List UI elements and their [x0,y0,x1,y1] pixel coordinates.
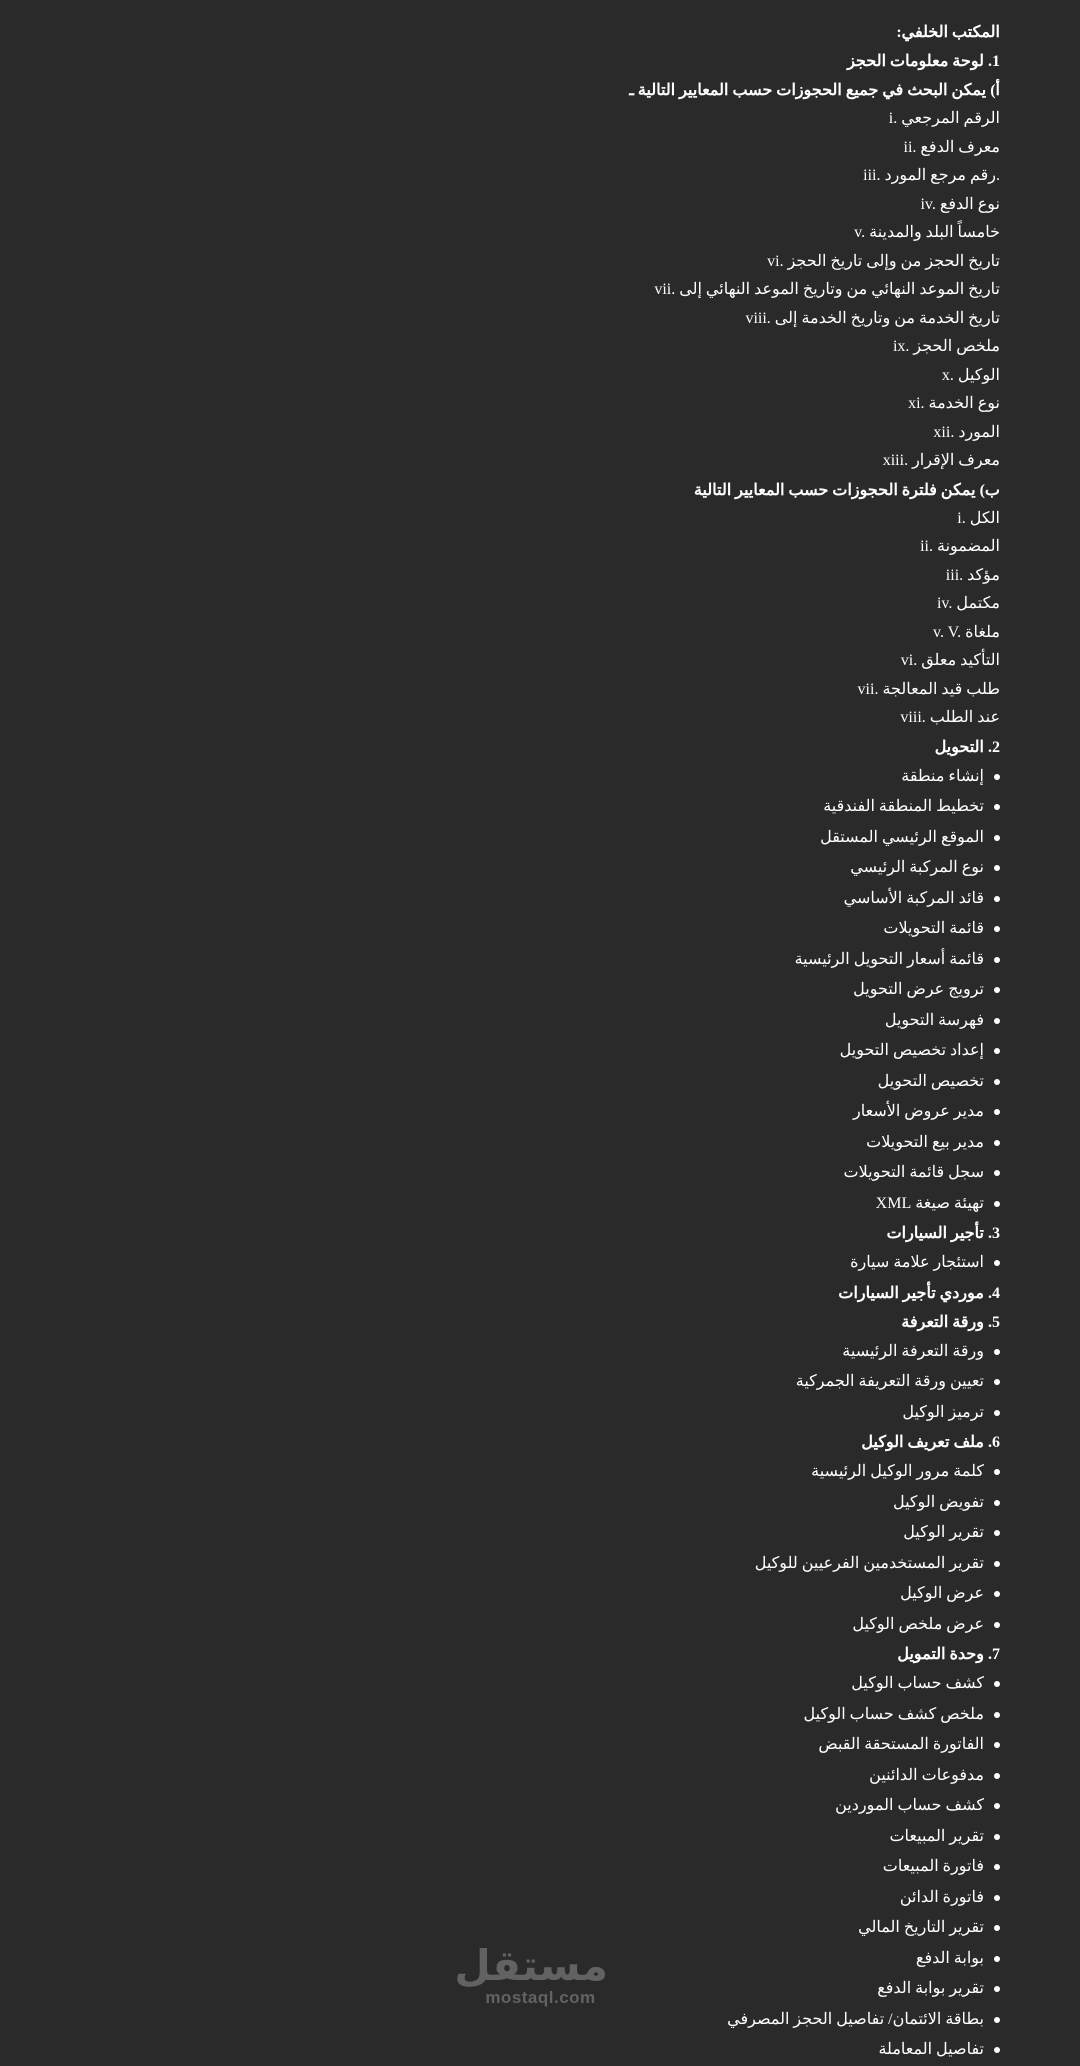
section-heading: 1. لوحة معلومات الحجز [847,53,1000,70]
roman-list-item: viii. عند الطلب [900,709,1000,726]
roman-list-item: viii. تاريخ الخدمة من وتاريخ الخدمة إلى [745,309,1000,327]
bullet-dot-icon [994,1079,1000,1085]
bullet-list-item [100,1610,1000,1641]
bullet-list-item [100,1067,1000,1098]
bullet-list-item [100,2035,1000,2066]
bullet-list-item [100,1398,1000,1429]
bullet-list-item-label: كشف حساب الموردين [835,1797,984,1814]
bullet-dot-icon [994,1530,1000,1536]
roman-list-item: i. الرقم المرجعي [888,110,1000,127]
section-heading: أ) يمكن البحث في جميع الحجوزات حسب المعايير التالية ـ [629,82,1000,99]
roman-list-item: iii. رقم مرجع المورد. [863,167,1000,184]
bullet-list-item-label: مدير بيع التحويلات [866,1133,984,1151]
bullet-list-item-label: الموقع الرئيسي المستقل [820,828,984,846]
bullet-list-item-label: تقرير المبيعات [889,1827,984,1845]
bullet-dot-icon [994,1109,1000,1115]
bullet-list-item [100,1822,1000,1853]
roman-list-item: i. الكل [957,509,1000,527]
bullet-list-item [100,1549,1000,1580]
bullet-dot-icon [994,1986,1000,1992]
bullet-dot-icon [994,1622,1000,1628]
bullet-list-item-label: قائمة التحويلات [883,920,984,937]
bullet-list-item [100,762,1000,793]
bullet-list-item-label: ترميز الوكيل [902,1403,984,1421]
section-heading: 6. ملف تعريف الوكيل [861,1434,1000,1451]
bullet-list-item-label: ورقة التعرفة الرئيسية [842,1342,984,1360]
watermark-logo: مستقل [454,1941,608,1990]
bullet-dot-icon [994,1712,1000,1718]
bullet-list-item [100,1488,1000,1519]
section-heading: 7. وحدة التمويل [897,1646,1000,1663]
bullet-list-item [100,1761,1000,1792]
bullet-dot-icon [994,957,1000,963]
bullet-list-item [100,2005,1000,2036]
document-body [100,18,1000,2066]
roman-list-item: ii. معرف الدفع [903,138,1000,156]
bullet-dot-icon [994,1742,1000,1748]
roman-list-item: x. الوكيل [941,366,1000,384]
bullet-list-item-label: إعداد تخصيص التحويل [839,1042,984,1059]
bullet-list-item-label: بوابة الدفع [915,1949,984,1967]
roman-list-item: vi. التأكيد معلق [900,652,1000,669]
roman-list-item: xiii. معرف الإقرار [882,452,1000,469]
bullet-list-item-label: نوع المركبة الرئيسي [850,859,984,876]
bullet-dot-icon [994,2017,1000,2023]
bullet-list-item-label: قائد المركبة الأساسي [843,889,984,907]
bullet-list-item-label: ملخص كشف حساب الوكيل [803,1705,984,1723]
bullet-list-item [100,914,1000,945]
bullet-list-item [100,884,1000,915]
bullet-dot-icon [994,865,1000,871]
bullet-dot-icon [994,1379,1000,1385]
bullet-dot-icon [994,1469,1000,1475]
bullet-list-item-label: سجل قائمة التحويلات [843,1164,984,1181]
roman-list-item: iv. نوع الدفع [920,195,1000,213]
bullet-dot-icon [994,1561,1000,1567]
bullet-list-item [100,1730,1000,1761]
bullet-dot-icon [994,1591,1000,1597]
bullet-dot-icon [994,1803,1000,1809]
bullet-dot-icon [994,2047,1000,2053]
bullet-list-item-label: عرض ملخص الوكيل [852,1615,984,1633]
section-heading: 4. موردي تأجير السيارات [838,1284,1000,1302]
bullet-list-item [100,1097,1000,1128]
bullet-list-item [100,1700,1000,1731]
section-heading: 5. ورقة التعرفة [901,1313,1000,1331]
bullet-list-item [100,1337,1000,1368]
bullet-list-item-label: تقرير المستخدمين الفرعيين للوكيل [754,1554,984,1572]
section-heading: المكتب الخلفي: [896,24,1000,41]
bullet-dot-icon [994,774,1000,780]
bullet-list-item-label: مدير عروض الأسعار [853,1103,984,1120]
bullet-list-item [100,1006,1000,1037]
bullet-list-item-label: فاتورة الدائن [899,1888,984,1906]
bullet-list-item [100,975,1000,1006]
bullet-list-item-label: تهيئة صيغة XML [875,1194,984,1212]
roman-list-item: iii. مؤكد [945,566,1000,584]
bullet-dot-icon [994,1773,1000,1779]
bullet-dot-icon [994,1864,1000,1870]
bullet-list-item-label: استئجار علامة سيارة [850,1254,984,1271]
bullet-list-item [100,1852,1000,1883]
bullet-list-item-label: فاتورة المبيعات [882,1858,984,1875]
bullet-dot-icon [994,1201,1000,1207]
bullet-list-item-label: تقرير بوابة الدفع [877,1980,984,1997]
bullet-list-item-label: مدفوعات الدائنين [869,1766,984,1784]
bullet-dot-icon [994,1500,1000,1506]
bullet-list-item [100,1457,1000,1488]
section-heading: 2. التحويل [934,738,1000,756]
roman-list-item: vii. طلب قيد المعالجة [857,680,1000,698]
bullet-list-item [100,1189,1000,1220]
bullet-list-item-label: كلمة مرور الوكيل الرئيسية [811,1463,984,1480]
bullet-list-item [100,1579,1000,1610]
bullet-dot-icon [994,926,1000,932]
bullet-dot-icon [994,1260,1000,1266]
bullet-list-item [100,792,1000,823]
bullet-list-item-label: تعيين ورقة التعريفة الجمركية [795,1373,984,1390]
bullet-list-item [100,1158,1000,1189]
section-heading: ب) يمكن فلترة الحجوزات حسب المعايير التالية [693,481,1000,499]
bullet-list-item-label: تخطيط المنطقة الفندقية [823,798,984,815]
bullet-list-item-label: كشف حساب الوكيل [851,1675,984,1692]
bullet-dot-icon [994,1834,1000,1840]
bullet-dot-icon [994,1018,1000,1024]
bullet-dot-icon [994,835,1000,841]
bullet-list-item [100,823,1000,854]
bullet-dot-icon [994,1349,1000,1355]
bullet-dot-icon [994,987,1000,993]
bullet-dot-icon [994,1140,1000,1146]
bullet-list-item-label: قائمة أسعار التحويل الرئيسية [794,950,984,968]
bullet-dot-icon [994,1925,1000,1931]
bullet-list-item-label: إنشاء منطقة [901,767,984,785]
bullet-list-item [100,853,1000,884]
roman-list-item: v. خامساً البلد والمدينة [854,224,1000,241]
bullet-list-item-label: تفاصيل المعاملة [878,2041,984,2058]
roman-list-item: v. V. ملغاة [932,623,1000,641]
bullet-list-item [100,945,1000,976]
bullet-list-item [100,1248,1000,1279]
roman-list-item: vii. تاريخ الموعد النهائي من وتاريخ الموعد النهائي إلى [654,281,1000,298]
bullet-list-item-label: تقرير التاريخ المالي [858,1919,984,1936]
bullet-list-item [100,1128,1000,1159]
watermark-url: mostaql.com [485,1988,596,2007]
section-heading: 3. تأجير السيارات [886,1225,1000,1242]
bullet-list-item [100,1518,1000,1549]
bullet-list-item-label: الفاتورة المستحقة القبض [818,1736,984,1753]
roman-list-item: ii. المضمونة [920,538,1000,555]
roman-list-item: vi. تاريخ الحجز من وإلى تاريخ الحجز [767,252,1000,270]
bullet-dot-icon [994,1895,1000,1901]
bullet-list-item [100,1791,1000,1822]
bullet-list-item-label: فهرسة التحويل [884,1011,984,1029]
bullet-dot-icon [994,1681,1000,1687]
roman-list-item: iv. مكتمل [936,595,1000,612]
bullet-list-item [100,1669,1000,1700]
bullet-list-item-label: بطاقة الائتمان/ تفاصيل الحجز المصرفي [727,2010,984,2028]
bullet-list-item-label: تخصيص التحويل [877,1072,984,1090]
roman-list-item: ix. ملخص الحجز [892,338,1000,355]
bullet-dot-icon [994,1410,1000,1416]
bullet-dot-icon [994,1170,1000,1176]
bullet-dot-icon [994,804,1000,810]
bullet-list-item [100,1367,1000,1398]
bullet-list-item [100,1913,1000,1944]
bullet-dot-icon [994,1956,1000,1962]
bullet-list-item [100,1036,1000,1067]
watermark [454,1941,608,2008]
bullet-dot-icon [994,896,1000,902]
bullet-list-item-label: تفويض الوكيل [892,1493,984,1511]
bullet-list-item-label: عرض الوكيل [900,1585,984,1602]
roman-list-item: xi. نوع الخدمة [908,395,1000,412]
bullet-dot-icon [994,1048,1000,1054]
roman-list-item: xii. المورد [933,423,1000,441]
bullet-list-item [100,1883,1000,1914]
bullet-list-item-label: تقرير الوكيل [903,1524,984,1541]
bullet-list-item-label: ترويج عرض التحويل [853,981,984,998]
